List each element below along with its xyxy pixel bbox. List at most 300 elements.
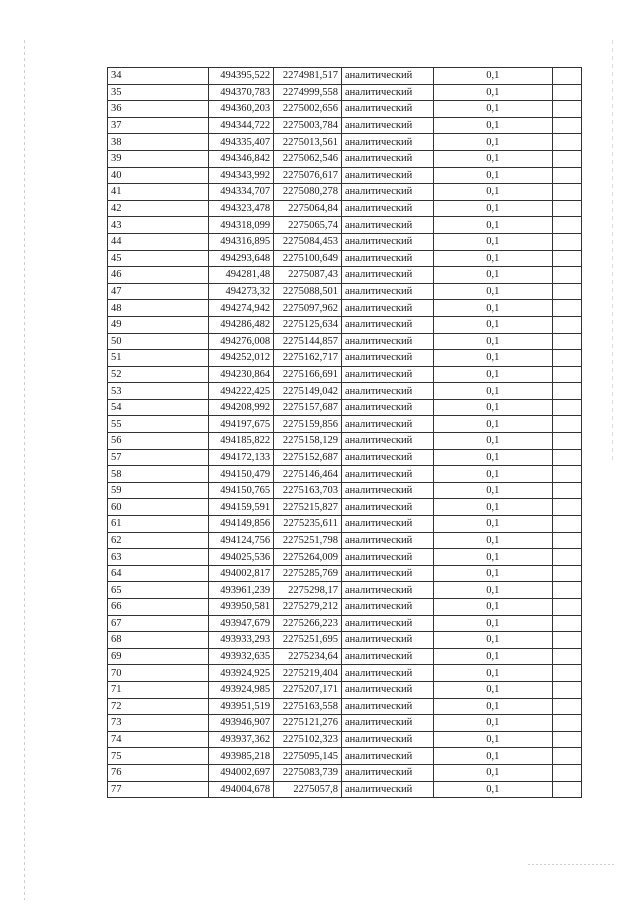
accuracy-cell: 0,1 bbox=[434, 499, 553, 516]
table-row bbox=[108, 549, 582, 566]
table-row bbox=[108, 300, 582, 317]
empty-cell bbox=[552, 648, 581, 665]
table-row bbox=[108, 433, 582, 450]
accuracy-cell: 0,1 bbox=[434, 134, 553, 151]
x-coordinate-cell: 493950,581 bbox=[209, 599, 274, 616]
y-coordinate-cell: 2275062,546 bbox=[274, 150, 342, 167]
x-coordinate-cell: 494274,942 bbox=[209, 300, 274, 317]
table-row bbox=[108, 698, 582, 715]
empty-cell bbox=[552, 449, 581, 466]
accuracy-cell: 0,1 bbox=[434, 399, 553, 416]
point-number-cell: 73 bbox=[108, 715, 209, 732]
empty-cell bbox=[552, 233, 581, 250]
empty-cell bbox=[552, 715, 581, 732]
point-number-cell: 57 bbox=[108, 449, 209, 466]
point-number-cell: 70 bbox=[108, 665, 209, 682]
method-cell: аналитический bbox=[341, 781, 433, 798]
table-row bbox=[108, 681, 582, 698]
x-coordinate-cell: 493924,925 bbox=[209, 665, 274, 682]
y-coordinate-cell: 2275095,145 bbox=[274, 748, 342, 765]
table-row bbox=[108, 715, 582, 732]
x-coordinate-cell: 493933,293 bbox=[209, 632, 274, 649]
scan-edge-right bbox=[612, 40, 613, 460]
method-cell: аналитический bbox=[341, 267, 433, 284]
empty-cell bbox=[552, 366, 581, 383]
x-coordinate-cell: 493946,907 bbox=[209, 715, 274, 732]
method-cell: аналитический bbox=[341, 399, 433, 416]
x-coordinate-cell: 494025,536 bbox=[209, 549, 274, 566]
y-coordinate-cell: 2275121,276 bbox=[274, 715, 342, 732]
table-row bbox=[108, 632, 582, 649]
accuracy-cell: 0,1 bbox=[434, 681, 553, 698]
accuracy-cell: 0,1 bbox=[434, 300, 553, 317]
table-row bbox=[108, 731, 582, 748]
x-coordinate-cell: 494004,678 bbox=[209, 781, 274, 798]
point-number-cell: 60 bbox=[108, 499, 209, 516]
empty-cell bbox=[552, 134, 581, 151]
accuracy-cell: 0,1 bbox=[434, 117, 553, 134]
y-coordinate-cell: 2275298,17 bbox=[274, 582, 342, 599]
method-cell: аналитический bbox=[341, 582, 433, 599]
method-cell: аналитический bbox=[341, 499, 433, 516]
accuracy-cell: 0,1 bbox=[434, 101, 553, 118]
x-coordinate-cell: 494293,648 bbox=[209, 250, 274, 267]
method-cell: аналитический bbox=[341, 366, 433, 383]
table-row bbox=[108, 648, 582, 665]
y-coordinate-cell: 2275279,212 bbox=[274, 599, 342, 616]
empty-cell bbox=[552, 665, 581, 682]
x-coordinate-cell: 494343,992 bbox=[209, 167, 274, 184]
accuracy-cell: 0,1 bbox=[434, 416, 553, 433]
table-row bbox=[108, 150, 582, 167]
x-coordinate-cell: 494208,992 bbox=[209, 399, 274, 416]
empty-cell bbox=[552, 499, 581, 516]
point-number-cell: 59 bbox=[108, 482, 209, 499]
x-coordinate-cell: 494318,099 bbox=[209, 217, 274, 234]
table-row bbox=[108, 383, 582, 400]
empty-cell bbox=[552, 217, 581, 234]
table-row bbox=[108, 316, 582, 333]
y-coordinate-cell: 2275219,404 bbox=[274, 665, 342, 682]
empty-cell bbox=[552, 117, 581, 134]
empty-cell bbox=[552, 68, 581, 85]
point-number-cell: 42 bbox=[108, 200, 209, 217]
empty-cell bbox=[552, 565, 581, 582]
accuracy-cell: 0,1 bbox=[434, 84, 553, 101]
point-number-cell: 74 bbox=[108, 731, 209, 748]
method-cell: аналитический bbox=[341, 615, 433, 632]
point-number-cell: 64 bbox=[108, 565, 209, 582]
table-row bbox=[108, 482, 582, 499]
x-coordinate-cell: 494281,48 bbox=[209, 267, 274, 284]
table-row bbox=[108, 101, 582, 118]
y-coordinate-cell: 2275266,223 bbox=[274, 615, 342, 632]
x-coordinate-cell: 494344,722 bbox=[209, 117, 274, 134]
x-coordinate-cell: 493951,519 bbox=[209, 698, 274, 715]
accuracy-cell: 0,1 bbox=[434, 516, 553, 533]
y-coordinate-cell: 2275003,784 bbox=[274, 117, 342, 134]
x-coordinate-cell: 494335,407 bbox=[209, 134, 274, 151]
table-row bbox=[108, 250, 582, 267]
y-coordinate-cell: 2275083,739 bbox=[274, 764, 342, 781]
x-coordinate-cell: 494334,707 bbox=[209, 184, 274, 201]
x-coordinate-cell: 494286,482 bbox=[209, 316, 274, 333]
x-coordinate-cell: 493947,679 bbox=[209, 615, 274, 632]
accuracy-cell: 0,1 bbox=[434, 350, 553, 367]
method-cell: аналитический bbox=[341, 715, 433, 732]
accuracy-cell: 0,1 bbox=[434, 781, 553, 798]
method-cell: аналитический bbox=[341, 681, 433, 698]
x-coordinate-cell: 494222,425 bbox=[209, 383, 274, 400]
point-number-cell: 63 bbox=[108, 549, 209, 566]
point-number-cell: 65 bbox=[108, 582, 209, 599]
method-cell: аналитический bbox=[341, 698, 433, 715]
accuracy-cell: 0,1 bbox=[434, 184, 553, 201]
y-coordinate-cell: 2275057,8 bbox=[274, 781, 342, 798]
point-number-cell: 34 bbox=[108, 68, 209, 85]
table-row bbox=[108, 764, 582, 781]
method-cell: аналитический bbox=[341, 167, 433, 184]
table-row bbox=[108, 532, 582, 549]
table-row bbox=[108, 516, 582, 533]
accuracy-cell: 0,1 bbox=[434, 316, 553, 333]
y-coordinate-cell: 2275002,656 bbox=[274, 101, 342, 118]
point-number-cell: 58 bbox=[108, 466, 209, 483]
empty-cell bbox=[552, 615, 581, 632]
point-number-cell: 44 bbox=[108, 233, 209, 250]
table-row bbox=[108, 217, 582, 234]
accuracy-cell: 0,1 bbox=[434, 549, 553, 566]
accuracy-cell: 0,1 bbox=[434, 648, 553, 665]
y-coordinate-cell: 2275013,561 bbox=[274, 134, 342, 151]
method-cell: аналитический bbox=[341, 482, 433, 499]
method-cell: аналитический bbox=[341, 466, 433, 483]
y-coordinate-cell: 2275080,278 bbox=[274, 184, 342, 201]
table-row bbox=[108, 449, 582, 466]
method-cell: аналитический bbox=[341, 134, 433, 151]
point-number-cell: 69 bbox=[108, 648, 209, 665]
accuracy-cell: 0,1 bbox=[434, 333, 553, 350]
accuracy-cell: 0,1 bbox=[434, 433, 553, 450]
accuracy-cell: 0,1 bbox=[434, 466, 553, 483]
y-coordinate-cell: 2275215,827 bbox=[274, 499, 342, 516]
point-number-cell: 47 bbox=[108, 283, 209, 300]
y-coordinate-cell: 2275102,323 bbox=[274, 731, 342, 748]
empty-cell bbox=[552, 184, 581, 201]
y-coordinate-cell: 2275251,798 bbox=[274, 532, 342, 549]
x-coordinate-cell: 494346,842 bbox=[209, 150, 274, 167]
point-number-cell: 43 bbox=[108, 217, 209, 234]
accuracy-cell: 0,1 bbox=[434, 764, 553, 781]
table-row bbox=[108, 283, 582, 300]
y-coordinate-cell: 2275166,691 bbox=[274, 366, 342, 383]
point-number-cell: 45 bbox=[108, 250, 209, 267]
point-number-cell: 35 bbox=[108, 84, 209, 101]
point-number-cell: 56 bbox=[108, 433, 209, 450]
method-cell: аналитический bbox=[341, 731, 433, 748]
accuracy-cell: 0,1 bbox=[434, 267, 553, 284]
accuracy-cell: 0,1 bbox=[434, 366, 553, 383]
x-coordinate-cell: 494159,591 bbox=[209, 499, 274, 516]
y-coordinate-cell: 2275152,687 bbox=[274, 449, 342, 466]
point-number-cell: 51 bbox=[108, 350, 209, 367]
empty-cell bbox=[552, 764, 581, 781]
method-cell: аналитический bbox=[341, 383, 433, 400]
y-coordinate-cell: 2275235,611 bbox=[274, 516, 342, 533]
table-row bbox=[108, 748, 582, 765]
table-row bbox=[108, 615, 582, 632]
table-row bbox=[108, 582, 582, 599]
x-coordinate-cell: 494150,479 bbox=[209, 466, 274, 483]
table-row bbox=[108, 665, 582, 682]
point-number-cell: 54 bbox=[108, 399, 209, 416]
table-row bbox=[108, 267, 582, 284]
table-row bbox=[108, 499, 582, 516]
x-coordinate-cell: 494185,822 bbox=[209, 433, 274, 450]
x-coordinate-cell: 494124,756 bbox=[209, 532, 274, 549]
y-coordinate-cell: 2275084,453 bbox=[274, 233, 342, 250]
empty-cell bbox=[552, 250, 581, 267]
empty-cell bbox=[552, 582, 581, 599]
y-coordinate-cell: 2275162,717 bbox=[274, 350, 342, 367]
point-number-cell: 41 bbox=[108, 184, 209, 201]
x-coordinate-cell: 494370,783 bbox=[209, 84, 274, 101]
x-coordinate-cell: 493961,239 bbox=[209, 582, 274, 599]
point-number-cell: 50 bbox=[108, 333, 209, 350]
empty-cell bbox=[552, 383, 581, 400]
method-cell: аналитический bbox=[341, 250, 433, 267]
y-coordinate-cell: 2275146,464 bbox=[274, 466, 342, 483]
method-cell: аналитический bbox=[341, 449, 433, 466]
method-cell: аналитический bbox=[341, 150, 433, 167]
y-coordinate-cell: 2275097,962 bbox=[274, 300, 342, 317]
x-coordinate-cell: 494172,133 bbox=[209, 449, 274, 466]
method-cell: аналитический bbox=[341, 433, 433, 450]
y-coordinate-cell: 2275163,558 bbox=[274, 698, 342, 715]
method-cell: аналитический bbox=[341, 665, 433, 682]
accuracy-cell: 0,1 bbox=[434, 68, 553, 85]
table-row bbox=[108, 333, 582, 350]
method-cell: аналитический bbox=[341, 516, 433, 533]
y-coordinate-cell: 2274981,517 bbox=[274, 68, 342, 85]
empty-cell bbox=[552, 350, 581, 367]
method-cell: аналитический bbox=[341, 101, 433, 118]
accuracy-cell: 0,1 bbox=[434, 632, 553, 649]
y-coordinate-cell: 2275064,84 bbox=[274, 200, 342, 217]
accuracy-cell: 0,1 bbox=[434, 532, 553, 549]
point-number-cell: 38 bbox=[108, 134, 209, 151]
point-number-cell: 55 bbox=[108, 416, 209, 433]
method-cell: аналитический bbox=[341, 184, 433, 201]
point-number-cell: 40 bbox=[108, 167, 209, 184]
x-coordinate-cell: 494230,864 bbox=[209, 366, 274, 383]
empty-cell bbox=[552, 781, 581, 798]
empty-cell bbox=[552, 599, 581, 616]
point-number-cell: 68 bbox=[108, 632, 209, 649]
empty-cell bbox=[552, 150, 581, 167]
method-cell: аналитический bbox=[341, 416, 433, 433]
x-coordinate-cell: 494276,008 bbox=[209, 333, 274, 350]
method-cell: аналитический bbox=[341, 300, 433, 317]
table-row bbox=[108, 599, 582, 616]
y-coordinate-cell: 2275163,703 bbox=[274, 482, 342, 499]
x-coordinate-cell: 494360,203 bbox=[209, 101, 274, 118]
x-coordinate-cell: 494395,522 bbox=[209, 68, 274, 85]
table-row bbox=[108, 399, 582, 416]
point-number-cell: 48 bbox=[108, 300, 209, 317]
empty-cell bbox=[552, 482, 581, 499]
empty-cell bbox=[552, 101, 581, 118]
accuracy-cell: 0,1 bbox=[434, 615, 553, 632]
method-cell: аналитический bbox=[341, 549, 433, 566]
coordinates-table-body bbox=[108, 68, 582, 798]
method-cell: аналитический bbox=[341, 283, 433, 300]
point-number-cell: 72 bbox=[108, 698, 209, 715]
x-coordinate-cell: 494316,895 bbox=[209, 233, 274, 250]
table-row bbox=[108, 117, 582, 134]
point-number-cell: 37 bbox=[108, 117, 209, 134]
point-number-cell: 36 bbox=[108, 101, 209, 118]
point-number-cell: 71 bbox=[108, 681, 209, 698]
point-number-cell: 39 bbox=[108, 150, 209, 167]
x-coordinate-cell: 494323,478 bbox=[209, 200, 274, 217]
method-cell: аналитический bbox=[341, 217, 433, 234]
accuracy-cell: 0,1 bbox=[434, 748, 553, 765]
method-cell: аналитический bbox=[341, 748, 433, 765]
y-coordinate-cell: 2275100,649 bbox=[274, 250, 342, 267]
empty-cell bbox=[552, 532, 581, 549]
x-coordinate-cell: 493937,362 bbox=[209, 731, 274, 748]
method-cell: аналитический bbox=[341, 532, 433, 549]
accuracy-cell: 0,1 bbox=[434, 731, 553, 748]
table-row bbox=[108, 416, 582, 433]
accuracy-cell: 0,1 bbox=[434, 449, 553, 466]
table-row bbox=[108, 167, 582, 184]
table-row bbox=[108, 350, 582, 367]
point-number-cell: 77 bbox=[108, 781, 209, 798]
empty-cell bbox=[552, 433, 581, 450]
y-coordinate-cell: 2275159,856 bbox=[274, 416, 342, 433]
x-coordinate-cell: 494197,675 bbox=[209, 416, 274, 433]
x-coordinate-cell: 494002,817 bbox=[209, 565, 274, 582]
empty-cell bbox=[552, 84, 581, 101]
point-number-cell: 62 bbox=[108, 532, 209, 549]
method-cell: аналитический bbox=[341, 316, 433, 333]
empty-cell bbox=[552, 333, 581, 350]
empty-cell bbox=[552, 399, 581, 416]
y-coordinate-cell: 2275088,501 bbox=[274, 283, 342, 300]
point-number-cell: 49 bbox=[108, 316, 209, 333]
x-coordinate-cell: 494273,32 bbox=[209, 283, 274, 300]
table-row bbox=[108, 84, 582, 101]
x-coordinate-cell: 493932,635 bbox=[209, 648, 274, 665]
point-number-cell: 66 bbox=[108, 599, 209, 616]
accuracy-cell: 0,1 bbox=[434, 167, 553, 184]
table-row bbox=[108, 200, 582, 217]
accuracy-cell: 0,1 bbox=[434, 250, 553, 267]
y-coordinate-cell: 2275125,634 bbox=[274, 316, 342, 333]
x-coordinate-cell: 494149,856 bbox=[209, 516, 274, 533]
accuracy-cell: 0,1 bbox=[434, 715, 553, 732]
accuracy-cell: 0,1 bbox=[434, 233, 553, 250]
empty-cell bbox=[552, 200, 581, 217]
x-coordinate-cell: 493985,218 bbox=[209, 748, 274, 765]
point-number-cell: 53 bbox=[108, 383, 209, 400]
x-coordinate-cell: 494252,012 bbox=[209, 350, 274, 367]
method-cell: аналитический bbox=[341, 565, 433, 582]
point-number-cell: 52 bbox=[108, 366, 209, 383]
accuracy-cell: 0,1 bbox=[434, 150, 553, 167]
table-row bbox=[108, 781, 582, 798]
accuracy-cell: 0,1 bbox=[434, 383, 553, 400]
y-coordinate-cell: 2275157,687 bbox=[274, 399, 342, 416]
point-number-cell: 61 bbox=[108, 516, 209, 533]
table-row bbox=[108, 366, 582, 383]
method-cell: аналитический bbox=[341, 648, 433, 665]
empty-cell bbox=[552, 748, 581, 765]
method-cell: аналитический bbox=[341, 632, 433, 649]
empty-cell bbox=[552, 731, 581, 748]
table-row bbox=[108, 466, 582, 483]
x-coordinate-cell: 493924,985 bbox=[209, 681, 274, 698]
table-row bbox=[108, 68, 582, 85]
scan-mark-bottom bbox=[528, 864, 616, 865]
empty-cell bbox=[552, 167, 581, 184]
y-coordinate-cell: 2275158,129 bbox=[274, 433, 342, 450]
y-coordinate-cell: 2275087,43 bbox=[274, 267, 342, 284]
method-cell: аналитический bbox=[341, 68, 433, 85]
y-coordinate-cell: 2275144,857 bbox=[274, 333, 342, 350]
method-cell: аналитический bbox=[341, 200, 433, 217]
empty-cell bbox=[552, 681, 581, 698]
point-number-cell: 46 bbox=[108, 267, 209, 284]
empty-cell bbox=[552, 416, 581, 433]
empty-cell bbox=[552, 698, 581, 715]
y-coordinate-cell: 2275207,171 bbox=[274, 681, 342, 698]
table-row bbox=[108, 184, 582, 201]
table-row bbox=[108, 565, 582, 582]
accuracy-cell: 0,1 bbox=[434, 217, 553, 234]
method-cell: аналитический bbox=[341, 350, 433, 367]
method-cell: аналитический bbox=[341, 117, 433, 134]
point-number-cell: 67 bbox=[108, 615, 209, 632]
accuracy-cell: 0,1 bbox=[434, 665, 553, 682]
empty-cell bbox=[552, 466, 581, 483]
empty-cell bbox=[552, 632, 581, 649]
table-row bbox=[108, 134, 582, 151]
accuracy-cell: 0,1 bbox=[434, 482, 553, 499]
method-cell: аналитический bbox=[341, 764, 433, 781]
point-number-cell: 75 bbox=[108, 748, 209, 765]
x-coordinate-cell: 494002,697 bbox=[209, 764, 274, 781]
y-coordinate-cell: 2275251,695 bbox=[274, 632, 342, 649]
accuracy-cell: 0,1 bbox=[434, 565, 553, 582]
coordinates-table bbox=[107, 67, 582, 798]
point-number-cell: 76 bbox=[108, 764, 209, 781]
table-row bbox=[108, 233, 582, 250]
method-cell: аналитический bbox=[341, 599, 433, 616]
method-cell: аналитический bbox=[341, 233, 433, 250]
accuracy-cell: 0,1 bbox=[434, 582, 553, 599]
y-coordinate-cell: 2275264,009 bbox=[274, 549, 342, 566]
y-coordinate-cell: 2275149,042 bbox=[274, 383, 342, 400]
y-coordinate-cell: 2275065,74 bbox=[274, 217, 342, 234]
empty-cell bbox=[552, 516, 581, 533]
empty-cell bbox=[552, 549, 581, 566]
accuracy-cell: 0,1 bbox=[434, 200, 553, 217]
empty-cell bbox=[552, 316, 581, 333]
accuracy-cell: 0,1 bbox=[434, 698, 553, 715]
